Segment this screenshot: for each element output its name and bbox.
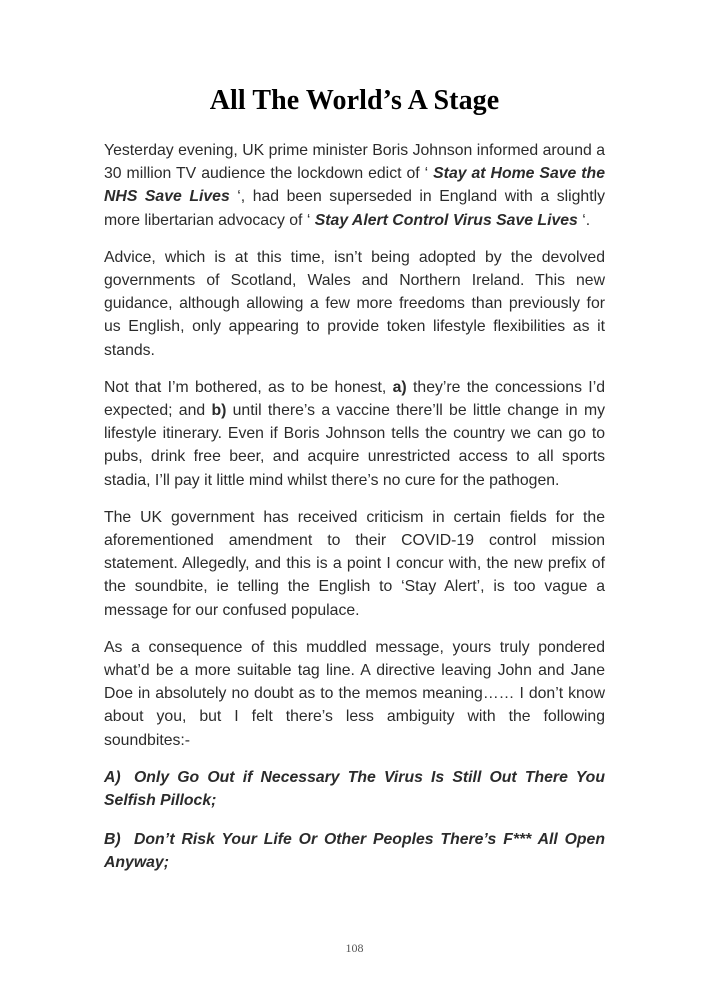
- soundbite-b: [104, 828, 605, 874]
- point-a-label: a): [392, 378, 407, 396]
- soundbite-a-text: Only Go Out if Necessary The Virus Is Still Out There You Selfish Pillock;: [104, 768, 605, 810]
- paragraph-1-text-1: Yesterday evening, UK prime minister Boris Johnson informed around a 30 million TV audience the lockdown edict of ‘: [104, 142, 605, 183]
- paragraph-3-text-1: Not that I’m bothered, as to be honest,: [104, 378, 393, 396]
- paragraph-2: Advice, which is at this time, isn’t being adopted by the devolved governments of Scotland, Wales and Northern Ireland. This new guidance, although allowing a few more freedoms than previously for us English, only appearing to provide token lifestyle flexibilities as it stands.: [104, 248, 605, 359]
- paragraph-1: [104, 139, 605, 232]
- soundbite-b-text: Don’t Risk Your Life Or Other Peoples There’s F*** All Open Anyway;: [104, 831, 605, 872]
- paragraph-4: The UK government has received criticism in certain fields for the aforementioned amendment to their COVID-19 control mission statement. Allegedly, and this is a point I concur with, the new prefix of the soundbite, ie telling the English to ‘Stay Alert’, is too vague a message for our confused populace.: [104, 508, 605, 619]
- point-b-label: b): [211, 402, 227, 420]
- paragraph-1-text-3: ‘.: [577, 211, 591, 229]
- page-number: 108: [345, 941, 364, 955]
- page-body: [104, 83, 605, 891]
- paragraph-3: [104, 376, 605, 492]
- paragraph-5: As a consequence of this muddled message, yours truly pondered what’d be a more suitable tag line. A directive leaving John and Jane Doe in absolutely no doubt as to the memos meaning…… I don’t know about you, but I felt there’s less ambiguity with the following soundbites:-: [104, 638, 605, 749]
- paragraph-3-text-2: they’re the concessions I’d expected; and: [104, 378, 605, 420]
- soundbite-a: [104, 766, 605, 812]
- soundbite-a-label: A): [104, 768, 121, 786]
- quote-stay-at-home: Stay at Home Save the NHS Save Lives: [104, 165, 605, 206]
- quote-stay-alert: Stay Alert Control Virus Save Lives: [314, 211, 578, 229]
- paragraph-1-text-2: ‘, had been superseded in England with a slightly more libertarian advocacy of ‘: [104, 188, 605, 229]
- paragraph-3-text-3: until there’s a vaccine there’ll be little change in my lifestyle itinerary. Even if Boris Johnson tells the country we can go to pubs, drink free beer, and acquire unrestricted access to all sports stadia, I’ll pay it little mind whilst there’s no cure for the pathogen.: [104, 402, 606, 489]
- soundbite-b-label: B): [104, 831, 121, 849]
- page-title: All The World’s A Stage: [209, 85, 500, 116]
